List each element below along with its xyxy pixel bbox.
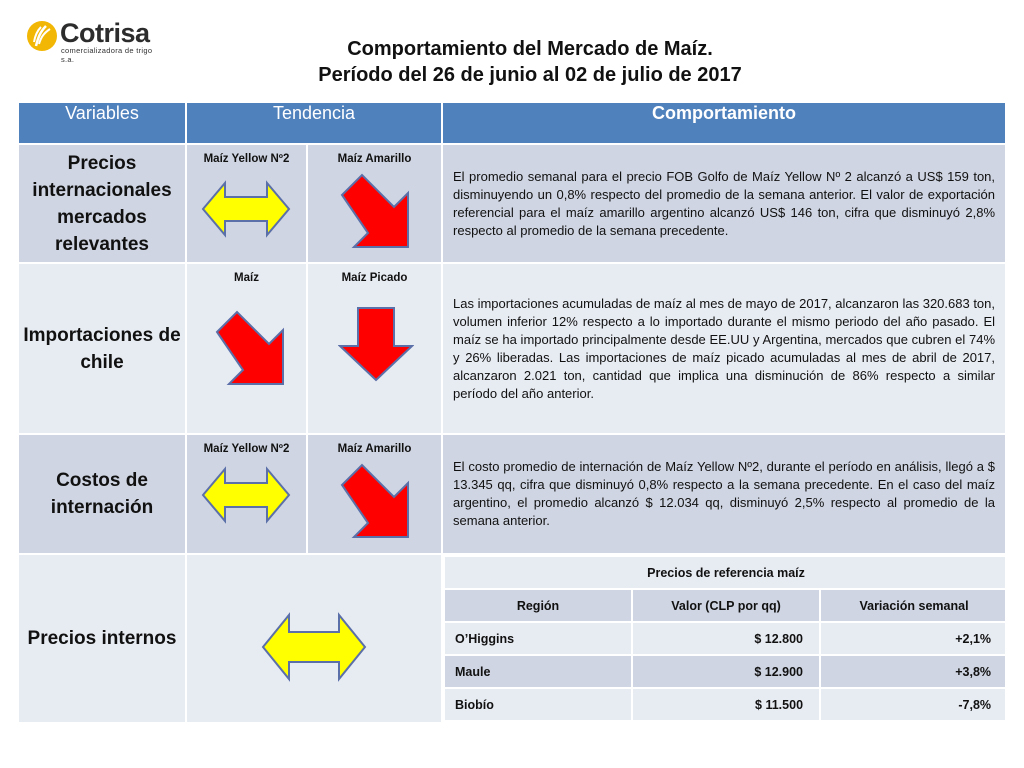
ref-value: $ 12.900 [632,655,820,688]
trend-cell [186,263,307,434]
trend-cell [307,144,442,263]
ref-value: $ 11.500 [632,688,820,721]
trend-label: Maíz Amarillo [337,443,412,455]
trend-label: Maíz Picado [341,272,408,284]
down-right-arrow-icon [338,171,418,251]
ref-title-row [444,556,1008,589]
ref-variation: +3,8% [820,655,1008,688]
table-row [18,144,1006,263]
header-variables: Variables [18,102,186,144]
trend-cell [186,144,307,263]
variable-cell: Costos de internación [18,434,186,554]
ref-col-variation: Variación semanal [820,589,1008,622]
title-line-1: Comportamiento del Mercado de Maíz. [347,38,713,60]
trend-cell [307,434,442,554]
ref-col-region: Región [444,589,632,622]
table-row [444,655,1008,688]
table-row [18,554,1006,723]
ref-region: O’Higgins [444,622,632,655]
table-row [444,688,1008,721]
behavior-text: Las importaciones acumuladas de maíz al mes de mayo de 2017, alcanzaron las 320.683 ton, volumen inferior 12% respecto a lo importado durante el mismo periodo del año pasado. El maíz se ha importado principalmente desde EE.UU y Argentina, mercados que cubren el 74% y 26% liberadas. Las importaciones de maíz picado acumuladas al mes de abril de 2017, alcanzaron 2.021 ton, cantidad que implica una disminución de 86% respecto a similar período del año anterior. [442,263,1006,434]
trend-label: Maíz Amarillo [337,153,412,165]
wheat-logo-icon [26,20,58,52]
table-row [18,263,1006,434]
behavior-text: El promedio semanal para el precio FOB Golfo de Maíz Yellow Nº 2 alcanzó a US$ 159 ton, disminuyendo un 0,8% respecto del promedio de la semana anterior. El valor de exportación referencial para el maíz amarillo argentino alcanzó US$ 146 ton, cifra que disminuyó 2,8% respecto al promedio de la semana precedente. [442,144,1006,263]
ref-col-value: Valor (CLP por qq) [632,589,820,622]
header-tendencia: Tendencia [186,102,442,144]
ref-value: $ 12.800 [632,622,820,655]
trend-cell [307,263,442,434]
behavior-text: El costo promedio de internación de Maíz Yellow Nº2, durante el período en análisis, llegó a $ 13.345 qq, cifra que disminuyó 0,8% respecto a la semana precedente. En el caso del maíz argentino, el promedio alcanzó $ 12.034 qq, disminuyó 2,5% respecto al promedio de la semana anterior. [442,434,1006,554]
trend-cell [186,554,442,723]
variable-cell: Precios internos [18,554,186,723]
header-comportamiento: Comportamiento [442,102,1006,144]
logo-tagline: comercializadora de trigo s.a. [61,46,153,64]
page-title [180,36,880,88]
trend-label: Maíz [234,272,259,284]
ref-region: Biobío [444,688,632,721]
trend-label: Maíz Yellow Nº2 [203,153,290,165]
variable-cell: Precios internacionales mercados relevantes [18,144,186,263]
ref-header-row [444,589,1008,622]
reference-prices-cell [442,554,1006,723]
ref-title: Precios de referencia maíz [444,556,1008,589]
down-right-arrow-icon [338,461,418,541]
trend-label: Maíz Yellow Nº2 [203,443,290,455]
table-header-row [18,102,1006,144]
variable-cell: Importaciones de chile [18,263,186,434]
down-arrow-icon [338,306,414,382]
ref-variation: +2,1% [820,622,1008,655]
reference-prices-table [443,555,1009,722]
ref-variation: -7,8% [820,688,1008,721]
logo-brand: Cotrisa [60,18,150,48]
stable-arrow-icon [201,179,291,239]
market-table [17,101,1007,724]
ref-region: Maule [444,655,632,688]
down-right-arrow-icon [213,308,293,388]
title-line-2: Período del 26 de junio al 02 de julio de 2017 [318,64,742,86]
stable-arrow-icon [261,611,367,683]
table-row [444,622,1008,655]
stable-arrow-icon [201,465,291,525]
trend-cell [186,434,307,554]
cotrisa-logo [26,18,166,64]
table-row [18,434,1006,554]
